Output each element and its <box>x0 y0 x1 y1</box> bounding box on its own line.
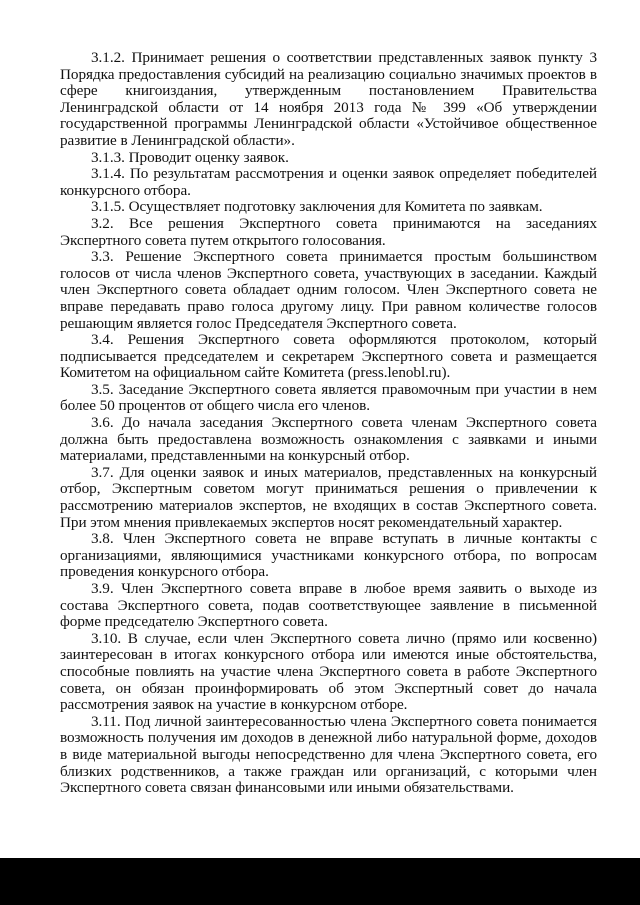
paragraph-3-11: 3.11. Под личной заинтересованностью члена Экспертного совета понимается возможность получения им доходов в денежной либо натуральной форме, доходов в виде материальной выгоды непосредственно для члена Экспертного совета, его близких родственников, а также граждан или организаций, с которыми член Экспертного совета связан финансовыми или иными обязательствами. <box>60 712 597 797</box>
paragraph-3-1-3: 3.1.3. Проводит оценку заявок. <box>91 148 289 166</box>
paragraph-3-9: 3.9. Член Экспертного совета вправе в любое время заявить о выходе из состава Экспертного совета, подав соответствующее заявление в письменной форме председателю Экспертного совета. <box>60 580 597 631</box>
paragraph-3-8: 3.8. Член Экспертного совета не вправе вступать в личные контакты с организациями, являющимися участниками конкурсного отбора, по вопросам проведения конкурсного отбора. <box>60 530 597 581</box>
paragraph-3-4: 3.4. Решения Экспертного совета оформляются протоколом, который подписывается председателем и секретарем Экспертного совета и размещается Комитетом на официальном сайте Комитета (press.lenobl.ru). <box>60 331 597 382</box>
paragraph-3-10: 3.10. В случае, если член Экспертного совета лично (прямо или косвенно) заинтересован в итогах конкурсного отбора или имеются иные обстоятельства, способные повлиять на участие члена Экспертного совета в работе Экспертного совета, он обязан проинформировать об этом Экспертный совет до начала рассмотрения заявок на участие в конкурсном отборе. <box>60 629 597 714</box>
paragraph-3-3: 3.3. Решение Экспертного совета принимается простым большинством голосов от числа членов Экспертного совета, участвующих в заседании. Каждый член Экспертного совета обладает одним голосом. Член Экспертного совета не вправе передавать право голоса другому лицу. При равном количестве голосов решающим является голос Председателя Экспертного совета. <box>60 248 597 332</box>
scan-bottom-border <box>0 858 640 905</box>
paragraph-3-7: 3.7. Для оценки заявок и иных материалов, представленных на конкурсный отбор, Экспертным советом могут приниматься решения о привлечении к рассмотрению материалов экспертов, не входящих в состав Экспертного совета. При этом мнения привлекаемых экспертов носят рекомендательный характер. <box>60 463 597 531</box>
document-body <box>60 50 597 797</box>
paragraph-3-1-2: 3.1.2. Принимает решения о соответствии представленных заявок пункту 3 Порядка предоставления субсидий на реализацию социально значимых проектов в сфере книгоиздания, утвержденным постановлением Правительства Ленинградской области от 14 ноября 2013 года № 399 «Об утверждении государственной программы Ленинградской области «Устойчивое общественное развитие в Ленинградской области». <box>60 49 597 149</box>
paragraph-3-5: 3.5. Заседание Экспертного совета является правомочным при участии в нем более 50 процентов от общего числа его членов. <box>60 380 597 415</box>
paragraph-3-1-5: 3.1.5. Осуществляет подготовку заключения для Комитета по заявкам. <box>91 198 543 216</box>
paragraph-3-1-4: 3.1.4. По результатам рассмотрения и оценки заявок определяет победителей конкурсного отбора. <box>60 165 597 199</box>
paragraph-3-6: 3.6. До начала заседания Экспертного совета членам Экспертного совета должна быть предоставлена возможность ознакомления с заявками и иными материалами, представленными на конкурсный отбор. <box>60 414 597 465</box>
paragraph-3-2: 3.2. Все решения Экспертного совета принимаются на заседаниях Экспертного совета путем открытого голосования. <box>60 214 597 249</box>
